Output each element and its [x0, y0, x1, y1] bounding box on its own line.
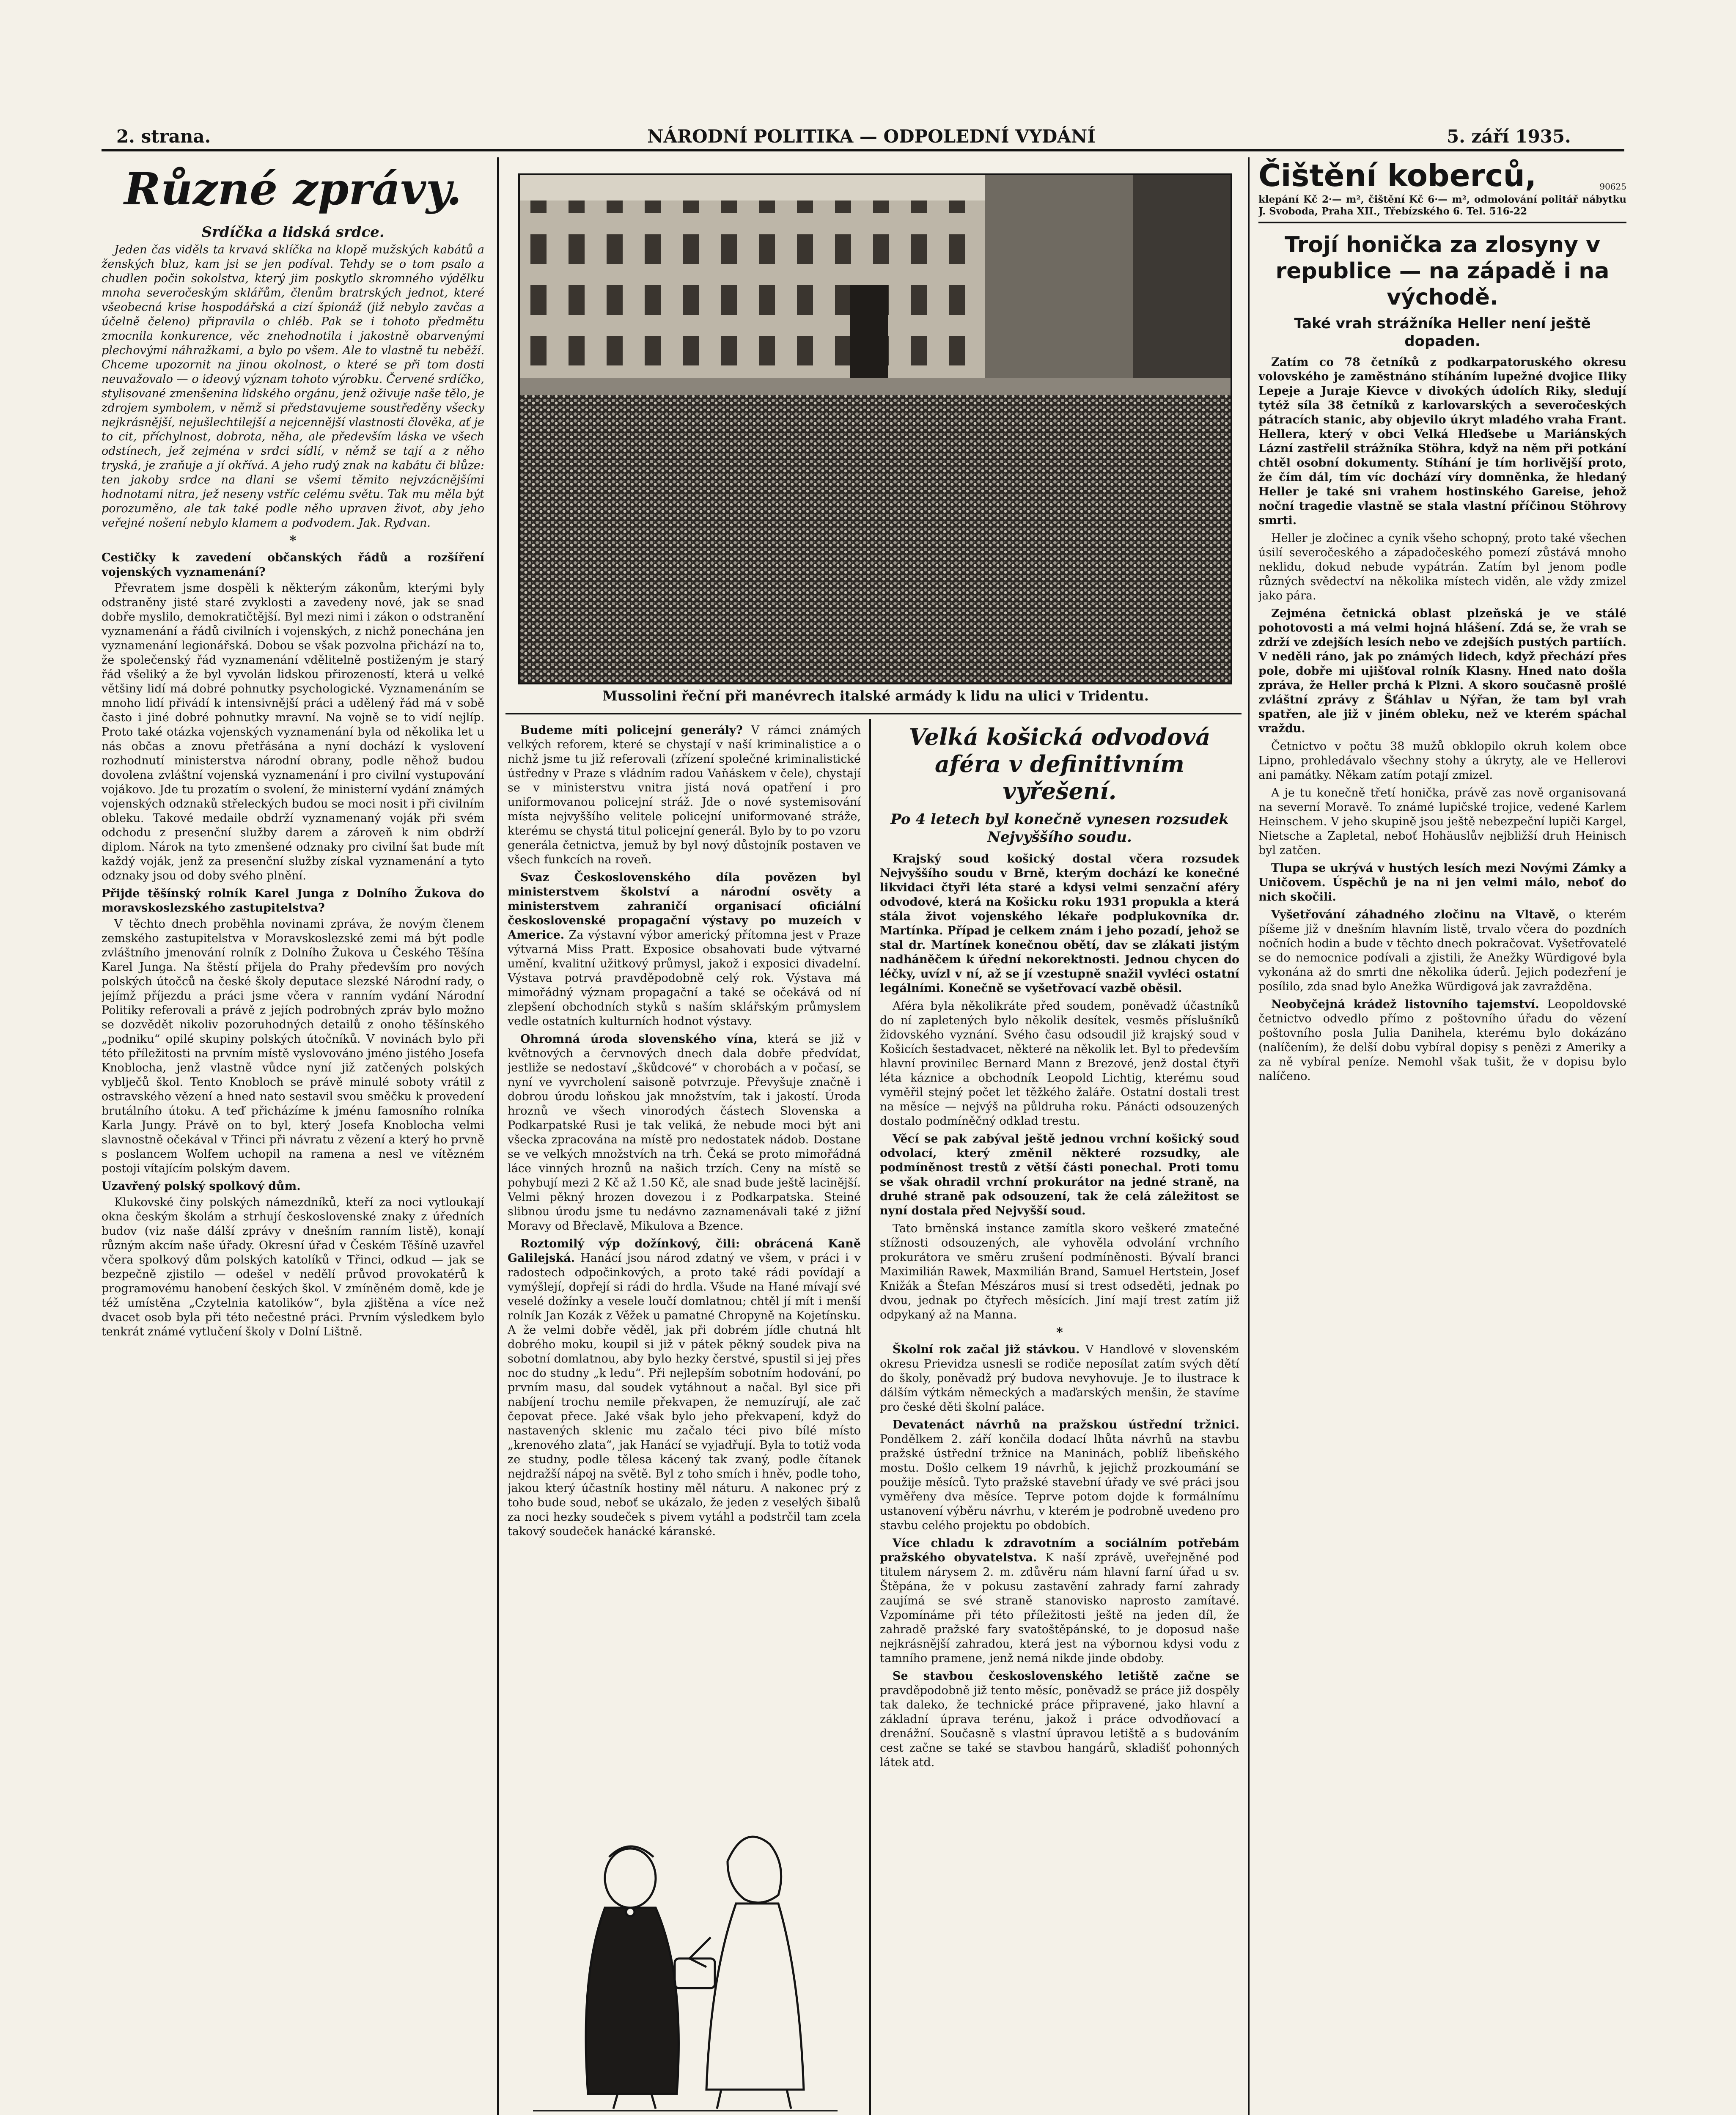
article-heading: Srdíčka a lidská srdce. — [201, 224, 385, 241]
article-text — [508, 1237, 861, 1539]
article-text: Jeden čas viděls ta krvavá sklíčka na klopě mužských kabátů a ženských bluz, kam jsi se jen podíval. Tehdy se o tom psalo a chudlen počin sokolstva, který jim poskytlo skromného výdělku mnoha severočeským sklářům, členům bratrských jednot, které všeobecná krise hospodářská a cizí špionáž (již nebylo zavčas a účelně čeleno) připravila o chléb. Pak se i tohoto předmětu zmocnila konkurence, věc znehodnotila i jakostně obarvenými plechovými náhražkami, a bylo po všem. Ale to vlastně tu neběží. Chceme upozornit na jinou okolnost, o které se při tom dosti neuvažovalo — o ideový význam tohoto výrobku. Červené srdíčko, stylisované zmenšenina lidského orgánu, jenž oživuje naše tělo, je zdrojem symbolem, v němž si představujeme soustředěny všecky nejkrásnější, nejušlechtilejší a nejcennější vlastnosti člověka, ať je to cit, příchylnost, dobrota, něha, ale především láska ve všech odstínech, jež zejména v srdci sídlí, v němž se tají a z něho tryská, je zraňuje a jí okřívá. A jeho rudý znak na kabátu či blůze: ten jakoby srdce na dlani se všemi těmito nejvzácnějšími hodnotami nitra, jež neseny vstříc celému světu. Tak mu měla být porozuměno, ale tak také podle něho upraven život, aby jeho veřejné nošení nebylo klamem a podvodem. Jak. Rydvan. — [102, 243, 484, 530]
article-body: pravděpodobně již tento měsíc, poněvadž se práce již dospěly tak daleko, že technické práce připravené, jako hlavní a základní úprava terénu, jakož i práce odvodňovací a drenážní. Současně s vlastní úpravou letiště a s budováním cest začne se také se stavbou hangárů, skladišť pohonných látek atd. — [880, 1684, 1239, 1769]
article-text — [508, 723, 861, 867]
separator-star: * — [289, 533, 297, 548]
article-text: Věcí se pak zabýval ještě jednou vrchní košický soud odvolací, který změnil některé rozsudky, ale podmíněnost trestů z větší části ponechal. Proti tomu se však ohradil vrchní prokurátor na jedné straně, na druhé straně pak odsouzení, tak že celá záležitost se nyní dostala před Nejvyšší soud. — [880, 1132, 1239, 1217]
article-body: Leopoldovské četnictvo odvedlo přímo z poštovního úřadu do vězení poštovního posla Julia Danihela, kterému bylo dokázáno (nalíčením), že delší dobu vybíral dopisy s penězi z Ameriky a za ně vybíral peníze. Nemohl však tušit, že v dopisu bylo nalíčeno. — [1258, 998, 1626, 1083]
column-various-news — [102, 157, 484, 2115]
article-text: Zatím co 78 četníků z podkarpatoruského okresu volovského je zaměstnáno stíháním lupežné dvojice Iliky Lepeje a Juraje Kievce v divokých údolích Riky, sledují tytéž síla 38 četníků z karlovarských a severočeských pátracích stanic, aby objevilo úkryt mladého vraha Frant. Hellera, který v obci Velká Hleďsebe u Mariánských Lázní zastřelil strážníka Stöhra, když na něm při potkání chtěl osobní dokumenty. Stíhání je tím horlivější proto, že čím dál, tím víc dochází víry domněnka, že hledaný Heller je také sni vrahem hostinského Gareise, jehož noční tragedie vlastně se stala vlastní příčinou Stöhrovy smrti. — [1258, 356, 1626, 527]
column-rule-1 — [497, 157, 499, 2115]
article-text: Zejména četnická oblast plzeňská je ve stálé pohotovosti a má velmi hojná hlášení. Zdá se, že vrah se zdrží ve zdejších lesích nebo ve zdejších pustých partiích. V neděli ráno, jak po známých lidech, když přechází přes pole, dobře mi ujišťoval rolník Klasny. Hned nato došla zpráva, že Heller prchá k Plzni. A skoro současně prošlé zvláštní zprávy z Šťáhlav u Nýřan, že tam byl vrah spatřen, ale již v jiném obleku, než ve kterém spáchal vraždu. — [1258, 607, 1626, 735]
article-heading: Roztomilý výp dožínkový, čili: obrácená Kaně Galilejská. — [508, 1237, 861, 1265]
header-rule — [102, 149, 1624, 151]
article-heading: Budeme míti policejní generály? — [520, 724, 743, 737]
column-rule-2 — [869, 719, 871, 2115]
article-heading: Svaz Československého díla povězen byl ministerstvem školství a národní osvěty a ministerstvem zahraničí organisací oficiální československé propagační výstavy po muzeích v Americe. — [508, 871, 861, 942]
photo-rule — [505, 713, 1242, 714]
issue-date: 5. září 1935. — [1447, 126, 1571, 147]
article-heading: Neobyčejná krádež listovního tajemství. — [1271, 998, 1539, 1011]
article-text: Tlupa se ukrývá v hustých lesích mezi Novými Zámky a Uničovem. Úspěchů je na ni jen velmi málo, neboť do nich skočili. — [1258, 862, 1626, 904]
ad-code: 90625 — [1599, 181, 1626, 192]
article-text — [880, 1418, 1239, 1533]
article-body: V Handlové v slovenském okresu Prievidza usnesli se rodiče neposílat zatím svých dětí do školy, poněvadž prý budova nevyhovuje. Je to ilustrace k dálším výtkám německých a maďarských menšin, že stavíme pro české děti školní paláce. — [880, 1343, 1239, 1414]
column-manhunt — [1258, 157, 1626, 2112]
article-text: Tato brněnská instance zamítla skoro veškeré zmatečné stížnosti odsouzených, ale vyhověla odvolání vrchního prokurátora ve směru zrušení podmíněnosti. Bývalí branci Maximilián Rawek, Maxmilián Brand, Samuel Hertstein, Josef Knižák a Štefan Mészáros musí si trest odseděti, jednak po dvou, jednak po čtyřech měsících. Jiní mají trest zatím již odpykaný až na Manna. — [880, 1222, 1239, 1321]
ad-text: klepání Kč 2·— m², čištění Kč 6·— m², odmolování politář nábytku J. Svoboda, Praha XII., Třebízského 6. Tel. 516-22 — [1258, 194, 1626, 217]
article-text: V těchto dnech proběhla novinami zpráva, že novým členem zemského zastupitelstva v Moravskoslezské zemi má být podle zvláštního jmenování rolník z Dolního Žukova u Českého Těšína Karel Junga. Na štěstí přijela do Prahy především pro nových polských útočců na české školy deputace slezské Národní rady, o jejímž příjezdu a práci jsme včera v ranním vydání Národní Politiky referovali a právě z jejích podrobných zpráv bylo možno se dozvědět nikoliv pozoruhodných detailů z onoho těšínského „podniku“ opilé skupiny polských útočníků. V novinách bylo při této příležitosti na prvním místě vyslovováno jméno jistého Josefa Knoblocha, jenž vlastně vůdce nyní již zatčených polských vyblječů škol. Tento Knobloch se právě minulé soboty vrátil z ostravského vězení a hned nato sestavil svou směčku k provedení brutálního útoku. A teď přicházíme k jménu famosního rolníka Karla Jungy. Právě on to byl, který Josefa Knoblocha velmi slavnostně očekával v Třinci při návratu z vězení a který ho prvně s poslancem Wolfem uchopil na ramena a nesl ve vítězném postoji vítajícím polským davem. — [102, 917, 484, 1175]
article-heading: Více chladu k zdravotním a sociálním potřebám pražského obyvatelstva. — [880, 1537, 1239, 1564]
ad-title: Čištění koberců, — [1258, 158, 1537, 193]
article-heading: Se stavbou československého letiště začne se — [893, 1670, 1239, 1683]
article-text — [880, 1536, 1239, 1666]
article-title: Trojí honička za zlosyny v republice — na západě i na východě. — [1275, 232, 1610, 310]
crowd-photo — [518, 173, 1232, 684]
article-body: o kterém píšeme již v dnešním hlavním listě, trvalo včera do pozdních nočních hodin a bude v těchto dnech pokračovat. Vyšetřovatelé se do nemocnice podívali a zjistili, že Anežky Würdigové byla vykonána až do smrti dne několika úderů. Jejich podezření je posílilo, zda snad bylo Anežka Würdigová jak zavražděna. — [1258, 908, 1626, 993]
article-body: která se již v květnových a červnových dnech dala dobře předvídat, jestliže se nedostaví „škůdcové“ v chorobách a v počasí, se nyní ve vyvrcholení saisoně potvrzuje. Převyšuje značně i dobrou úrodu loňskou jak množstvím, tak i jakostí. Úroda hroznů ve všech vinorodých částech Slovenska a Podkarpatské Rusi je tak veliká, že nebude moci být ani všecka zpracována na místě pro nedostatek nádob. Dostane se ve velkých množstvích na trh. Čeká se proto mimořádná láce vinných hroznů na našich trzích. Ceny na místě se pohybují mezi 2 Kč až 1.50 Kč, ale snad bude ještě lacinější. Velmi pěkný hrozen dovezou i z Podkarpatska. Steiné slibnou úrodu jsme tu nedávno zaznamenávali také z jižní Moravy od Břeclavě, Mikulova a Bzence. — [508, 1033, 861, 1233]
article-heading: Vyšetřování záhadného zločinu na Vltavě, — [1271, 908, 1560, 921]
section-title: Různé zprávy. — [124, 163, 462, 215]
crowd-photo-image — [520, 175, 1231, 683]
article-text — [880, 1343, 1239, 1415]
article-heading: Uzavřený polský spolkový dům. — [102, 1180, 301, 1193]
article-heading: Devatenáct návrhů na pražskou ústřední tržnici. — [893, 1418, 1239, 1431]
article-body: Pondělkem 2. září končila dodací lhůta návrhů na stavbu pražské ústřední tržnice na Maninách, poblíž libeňského mostu. Došlo celkem 19 návrhů, k jejichž prozkoumání se použije měsíců. Tyto pražské stavební úřady ve své práci jsou vyměřeny dva měsíce. Teprve potom dojde k formálnímu ustanovení výběru návrhu, v kterém je podrobně uvedeno pro stavbu celého projektu po obdobích. — [880, 1433, 1239, 1532]
newspaper-title: NÁRODNÍ POLITIKA — ODPOLEDNÍ VYDÁNÍ — [647, 126, 1096, 147]
article-text: Aféra byla několikráte před soudem, poněvadž účastníků do ní zapletených bylo několik desítek, vesměs příslušníků židovského vyznání. Svého času odsoudil již krajský soud v Košicích šestadvacet, některé na několik let. Byl to především hlavní provinilec Bernard Mann z Brezové, jenž dostal čtyři léta káznice a obchodník Leopold Lichtig, kterému soud vyměřil stejný počet let těžkého žaláře. Ostatní dostali trest na měsíce — nejvýš na půldruha roku. Pánácti odsouzených dostalo podmíněčný odklad trestu. — [880, 1000, 1239, 1128]
column-domestic-news — [508, 723, 861, 1789]
column-rule-3 — [1248, 157, 1250, 2115]
article-title: Velká košická odvodová aféra v definitivním vyřešení. — [909, 723, 1211, 805]
article-text — [1258, 908, 1626, 994]
article-heading: Přijde těšínský rolník Karel Junga z Dolního Žukova do moravskoslezského zastupitelstva? — [102, 887, 484, 915]
article-text — [1258, 997, 1626, 1084]
article-text: Četnictvo v počtu 38 mužů obklopilo okruh kolem obce Lipno, prohledávalo všechny stohy a úkryty, ale ve Hellerovi ani památky. Někam zatím potají zmizel. — [1258, 740, 1626, 782]
article-heading: Cestičky k zavedení občanských řádů a rozšíření vojenských vyznamenání? — [102, 551, 484, 579]
article-subtitle: Také vrah strážníka Heller není ještě dopaden. — [1294, 315, 1591, 350]
page-number: 2. strana. — [116, 126, 211, 147]
article-text: Heller je zločinec a cynik všeho schopný, proto také všechen úsilí severočeského a západočeského pomezí zůstává mnoho neklidu, dokud nebude vypátrán. Zatím byl jenom podle různých svědectví na několika místech viděn, ale vždy zmizel jako pára. — [1258, 532, 1626, 602]
article-text — [880, 1669, 1239, 1770]
article-heading: Školní rok začal již stávkou. — [893, 1343, 1080, 1356]
carpet-cleaning-ad — [1258, 157, 1626, 223]
article-text: Krajský soud košický dostal včera rozsudek Nejvyššího soudu v Brně, kterým dochází ke konečné likvidaci čtyři léta staré a kdysi velmi senzační aféry odvodové, která na Košicku roku 1931 propukla a která stála život vojenského lékaře podplukovníka dr. Martínka. Případ je celkem znám i jeho pozadí, jehož se stal dr. Martínek konečnou obětí, dav se zlákati jistým nadháněčem k úřední nekorektnosti. Jednou chycen do léčky, uvízl v ní, až se jí vzestupně snažil vyvléci ostatní legálními. Konečně se vyšetřovací vazbě oběsil. — [880, 852, 1239, 995]
column-kosice-affair — [880, 723, 1239, 2115]
photo-caption: Mussolini řeční při manévrech italské armády k lidu na ulici v Tridentu. — [602, 688, 1149, 704]
article-body: Hanácí jsou národ zdatný ve všem, v práci i v radostech odpočinkových, a proto také rádi povídají a vymýšlejí, dopřejí si rádi do hrdla. Všude na Hané mívají své veselé dožínky a vesele loučí domlatnou; chtěl jí mít i menší rolník Jan Kozák z Věžek u pamatné Chropyně na Kojetínsku. A že velmi dobře věděl, jak při dobrém jídle chutná hlt dobrého moku, koupil si již v pátek pěkný soudek piva na sobotní domlatnou, aby bylo hezky čerstvé, spustil si jej přes noc do studny „k ledu“. Při nejlepším sobotním hodování, po prvním masu, dal soudek vytáhnout a načal. Byl sice při nabíjení trochu nemile překvapen, že nemuzírují, ale zač čepovat přece. Jaké však bylo jeho překvapení, když do nastavených sklenic mu začalo téci pivo bílé místo „krenového zlata“, jak Hanácí se vyjadřují. Byla to totiž voda ze studny, podle tělesa kácený tak zvaný, podle čítanek nejdražší nápoj na světě. Byl z toho smích i hněv, podle toho, jakou který účastník hostiny měl náturu. A nakonec prý z toho bude soud, neboť se ukázalo, že jeden z veselých šibalů za noci hezky soudeček s pivem vytáhl a podstrčil tam zcela takový soudeček hanácké káranské. — [508, 1252, 861, 1538]
separator-star: * — [1056, 1325, 1063, 1340]
article-text: Klukovské činy polských námezdníků, kteří za noci vytloukají okna českým školám a strhují československé znaky z úředních budov (viz naše dálší zprávy v dnešním ranním listě), konají různým akcím naše úřady. Okresní úřad v Českém Těšíně uzavřel včera spolkový dům polských katolíků v Třinci, odkud — jak se bezpečně zjistilo — odešel v nedělí průvod provokatérů k programovému hanobení českých škol. V zmíněném domě, kde je též umístěna „Czytelnia katolików“, byla zjištěna a více než dvacet osob byla při této nečestné práci. Prvním výsledkem bylo tenkrát známé vytlučení školy v Dolní Lištně. — [102, 1196, 484, 1338]
article-text: A je tu konečně třetí honička, právě zas nově organisovaná na severní Moravě. To známé lupičské trojice, vedené Karlem Heinschem. V jeho skupině jsou ještě nebezpeční lupiči Kargel, Nietsche a Zapletal, neboť Hohäuslův nejbližší druh Heinisch byl zatčen. — [1258, 786, 1626, 857]
article-text — [508, 1032, 861, 1233]
article-text: Převratem jsme dospěli k některým zákonům, kterými byly odstraněny jisté staré zvyklosti a zavedeny nové, jak se snad dobře myslilo, demokratičtější. Byl mezi nimi i zákon o odstranění vyznamenání a řádů civilních i vojenských, z nichž ponechána jen vyznamenání legionářská. Dobou se však pozvolna přichází na to, že společenský řád vyznamenání vdělitelně postiženým je starý řád všeliký a že byl vyvolán lidskou přirozeností, která u velké většiny lidí má dobré pohnutky psychologické. Vyznamenáním se mnoho lidí přivádí k intensivnější práci a udělený řád má v sobě často i jiné dobré pohnutky mravní. Na vojně se to vidí nejlíp. Proto také otázka vojenských vyznamenání byla od několika let u nás občas a znovu přetřásána a nyní dochází k vyslovení rozhodnutí ministerstva národní obrany, podle něhož budou dovolena zvláštní vojenská vyznamenání i pro civilní vystupování vojákovo. Jde tu prozatím o svolení, že ministerní vydání známých vojenských odznaků střeleckých budou se moci nosit i při civilním obleku. Takové medaile obdrží vyznamenaný voják při svém odchodu z presenční služby darem a zároveň k nim obdrží diplom. Nárok na tyto zmenšené odznaky pro civilní šat bude mít každý voják, jenž za presenční služby získal vyznamenání a tyto odznaky jsou od doby svého plnění. — [102, 582, 484, 882]
cartoon-figures — [508, 1798, 861, 2115]
article-body: K naší zprávě, uveřejněné pod titulem nárysem 2. m. zdůvěru nám hlavní farní úřad u sv. Štěpána, že v pokusu zastavění zahrady farní zahrady zaujímá se své straně stanovisko naprosto zamítavé. Vzpomínáme při této příležitosti ještě na jeden díl, že zahradě pražské fary svatoštěpánské, to je doposud naše nejkrásnější zahradou, která jest na výbornou kdysi vodu z tamního pramene, jenž nemá nikde jinde obdoby. — [880, 1551, 1239, 1665]
article-body: Za výstavní výbor americký přítomna jest v Praze výtvarná Miss Pratt. Exposice obsahovati bude výtvarné umění, kvalitní užitkový průmysl, jakož i exposici divadelní. Výstava potrvá pravděpodobně celý rok. Výstava má mimořádný význam propagační a také se očekává od ní zlepšení obchodních styků s naším sklářským průmyslem vedle ostatních kulturních hodnot výstavy. — [508, 928, 861, 1028]
article-heading: Ohromná úroda slovenského vína, — [520, 1033, 758, 1046]
article-subtitle: Po 4 letech byl konečně vynesen rozsudek Nejvyššího soudu. — [890, 811, 1229, 846]
article-text — [508, 871, 861, 1029]
cartoon-illustration — [508, 1798, 861, 2115]
article-body: V rámci známých velkých reforem, které se chystají v naší kriminalistice a o nichž jsme tu již referovali (zřízení společné kriminalistické ústředny v Praze s vládním radou Vaňáskem v čele), chystají se v ministerstvu vnitra jistá nová opatření i pro uniformovanou policejní stráž. Jde o nové systemisování místa nejvyššího velitele policejní uniformované stráže, kterému se chystá titul policejní generál. Bylo by to po vzoru generála četnictva, jemuž by byl nový důstojník postaven ve všech funkcích na roveň. — [508, 724, 861, 866]
